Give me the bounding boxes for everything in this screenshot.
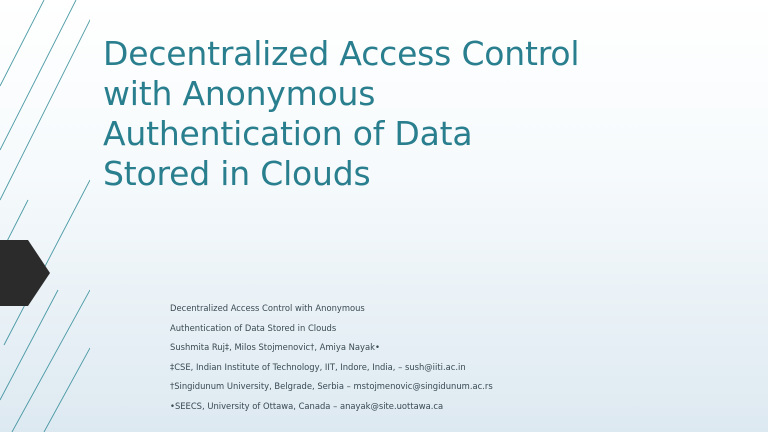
body-line-authors: Sushmita Ruj‡, Milos Stojmenovic†, Amiya Nayak• <box>170 342 380 352</box>
body-line-paper-title-1: Decentralized Access Control with Anonymous <box>170 303 365 313</box>
title-line: Authentication of Data <box>103 114 473 153</box>
body-line-paper-title-2: Authentication of Data Stored in Clouds <box>170 322 337 333</box>
slide-title <box>103 34 743 194</box>
slide-body <box>170 299 730 416</box>
decorative-lines-arrow-icon <box>0 0 90 432</box>
body-line-affiliation-singidunum: †Singidunum University, Belgrade, Serbia – mstojmenovic@singidunum.ac.rs <box>170 381 493 391</box>
body-line-affiliation-iit: ‡CSE, Indian Institute of Technology, IIT, Indore, India, – sush@iiti.ac.in <box>170 361 466 372</box>
title-line: Decentralized Access Control <box>103 34 580 73</box>
title-line: Stored in Clouds <box>103 154 371 193</box>
body-line-affiliation-ottawa: •SEECS, University of Ottawa, Canada – anayak@site.uottawa.ca <box>170 400 444 411</box>
title-line: with Anonymous <box>103 74 376 113</box>
